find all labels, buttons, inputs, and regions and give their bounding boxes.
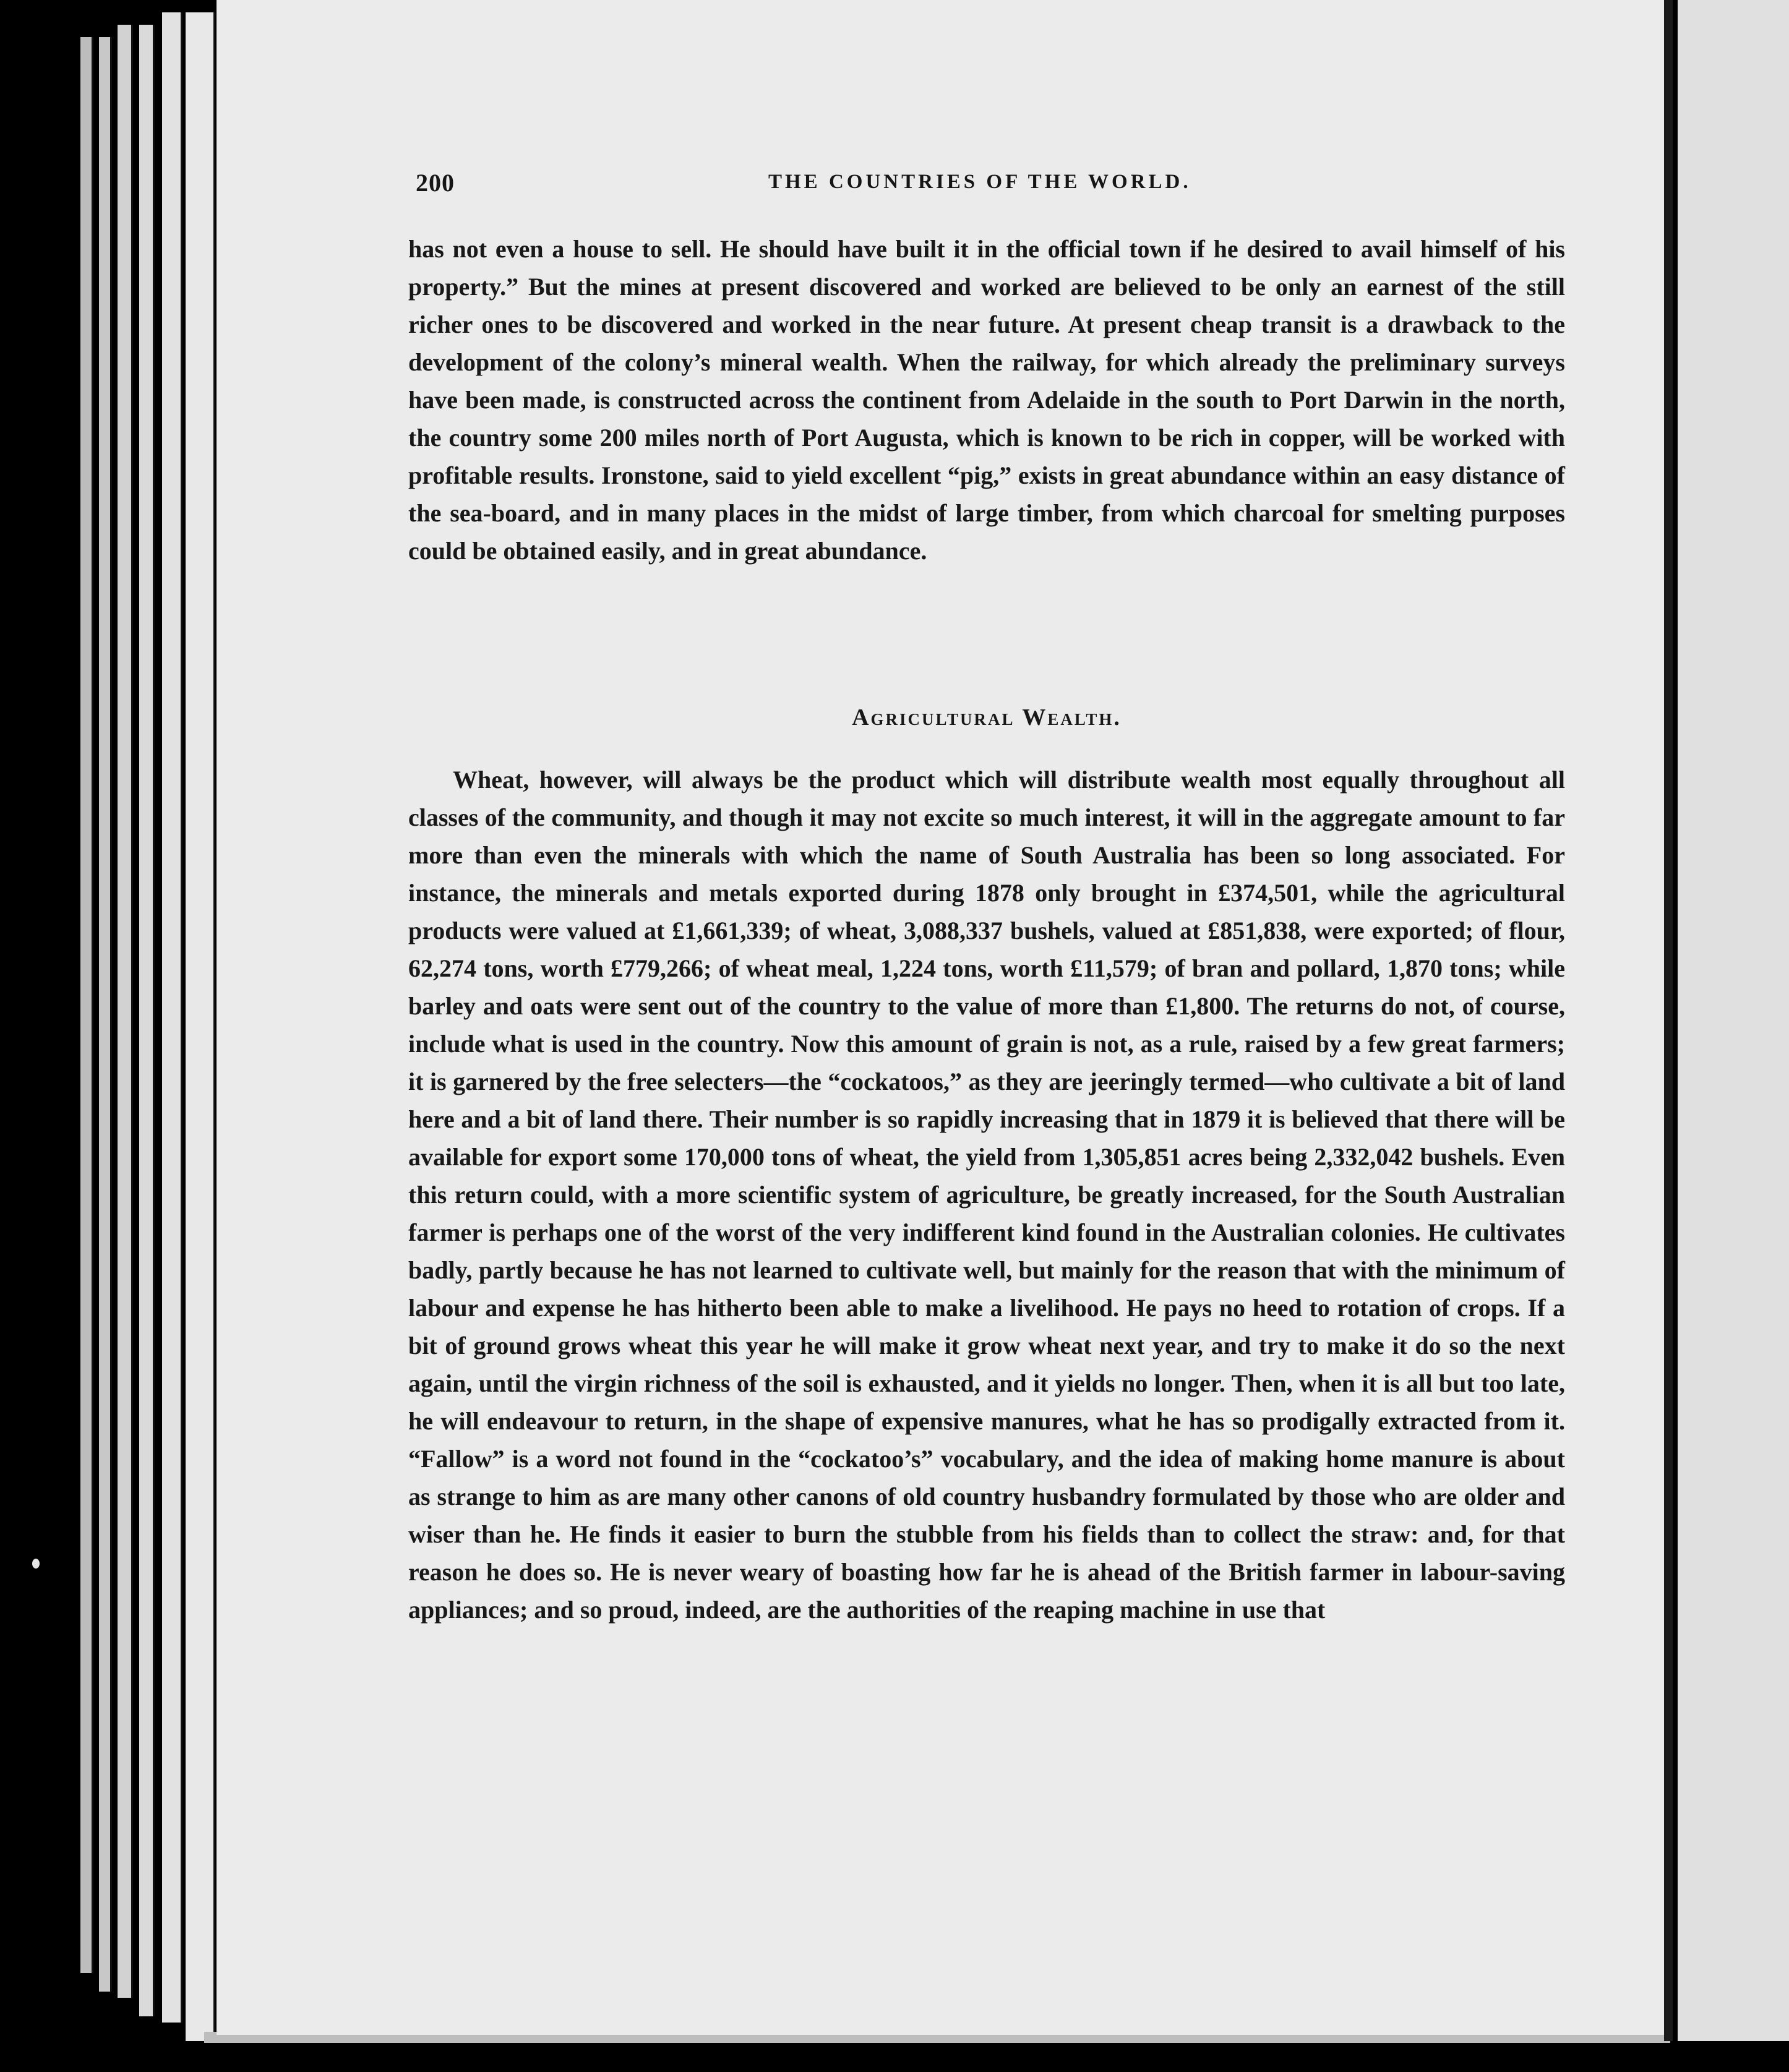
book-title: THE COUNTRIES OF THE WORLD. [768, 171, 1191, 193]
section-heading: Agricultural Wealth. [852, 704, 1122, 730]
running-head [416, 168, 1220, 205]
page-number: 200 [416, 169, 455, 197]
page-edge [139, 25, 155, 2016]
facing-page-edge [1678, 0, 1789, 2041]
book-gutter [1664, 0, 1673, 2041]
page-edge [162, 12, 182, 2023]
paragraph-agricultural-wealth: Wheat, however, will always be the product which will distribute wealth most equally throughout all classes of the community, and though it may not excite so much interest, it will in the aggregate amount to far more than even the minerals with which the name of South Australia has been so long associated. For instance, the minerals and metals exported during 1878 only brought in £374,501, while the agricultural products were valued at £1,661,339; of wheat, 3,088,337 bushels, valued at £851,838, were exported; of flour, 62,274 tons, worth £779,266; of wheat meal, 1,224 tons, worth £11,579; of bran and pollard, 1,870 tons; while barley and oats were sent out of the country to the value of more than £1,800. The returns do not, of course, include what is used in the country. Now this amount of grain is not, as a rule, raised by a few great farmers; it is garnered by the free selecters—the “cockatoos,” as they are jeeringly termed—who cultivate a bit of land here and a bit of land there. Their number is so rapidly increasing that in 1879 it is believed that there will be available for export some 170,000 tons of wheat, the yield from 1,305,851 acres being 2,332,042 bushels. Even this return could, with a more scientific system of agriculture, be greatly increased, for the South Australian farmer is perhaps one of the worst of the very indifferent kind found in the Australian colonies. He cultivates badly, partly because he has not learned to cultivate well, but mainly for the reason that with the minimum of labour and expense he has hitherto been able to make a livelihood. He pays no heed to rotation of crops. If a bit of ground grows wheat this year he will make it grow wheat next year, and try to make it do so the next again, until the virgin richness of the soil is exhausted, and it yields no longer. Then, when it is all but too late, he will endeavour to return, in the shape of expensive manures, what he has so prodigally extracted from it. “Fallow” is a word not found in the “cockatoo’s” vocabulary, and the idea of making home manure is about as strange to him as are many other canons of old country husbandry formulated by those who are older and wiser than he. He finds it easier to burn the stubble from his fields than to collect the straw: and, for that reason he does so. He is never weary of boasting how far he is ahead of the British farmer in labour-saving appliances; and so proud, indeed, are the authorities of the reaping machine in use that [408, 766, 1565, 1624]
page-edge [186, 12, 215, 2041]
paragraph-mineral-wealth: has not even a house to sell. He should have built it in the official town if he desired to avail himself of his property.” But the mines at present discovered and worked are believed to be only an earnest of the still richer ones to be discovered and worked in the near future. At present cheap transit is a drawback to the development of the colony’s mineral wealth. When the railway, for which already the preliminary surveys have been made, is constructed across the continent from Adelaide in the south to Port Darwin in the north, the country some 200 miles north of Port Augusta, which is known to be rich in copper, will be worked with profitable results. Ironstone, said to yield excellent “pig,” exists in great abundance within an easy distance of the sea-board, and in many places in the midst of large timber, from which charcoal for smelting purposes could be obtained easily, and in great abundance. [408, 235, 1565, 565]
page-edge [118, 25, 133, 1998]
page-edge [80, 37, 93, 1973]
scan-speck [32, 1559, 40, 1569]
page-edge [99, 37, 112, 1992]
